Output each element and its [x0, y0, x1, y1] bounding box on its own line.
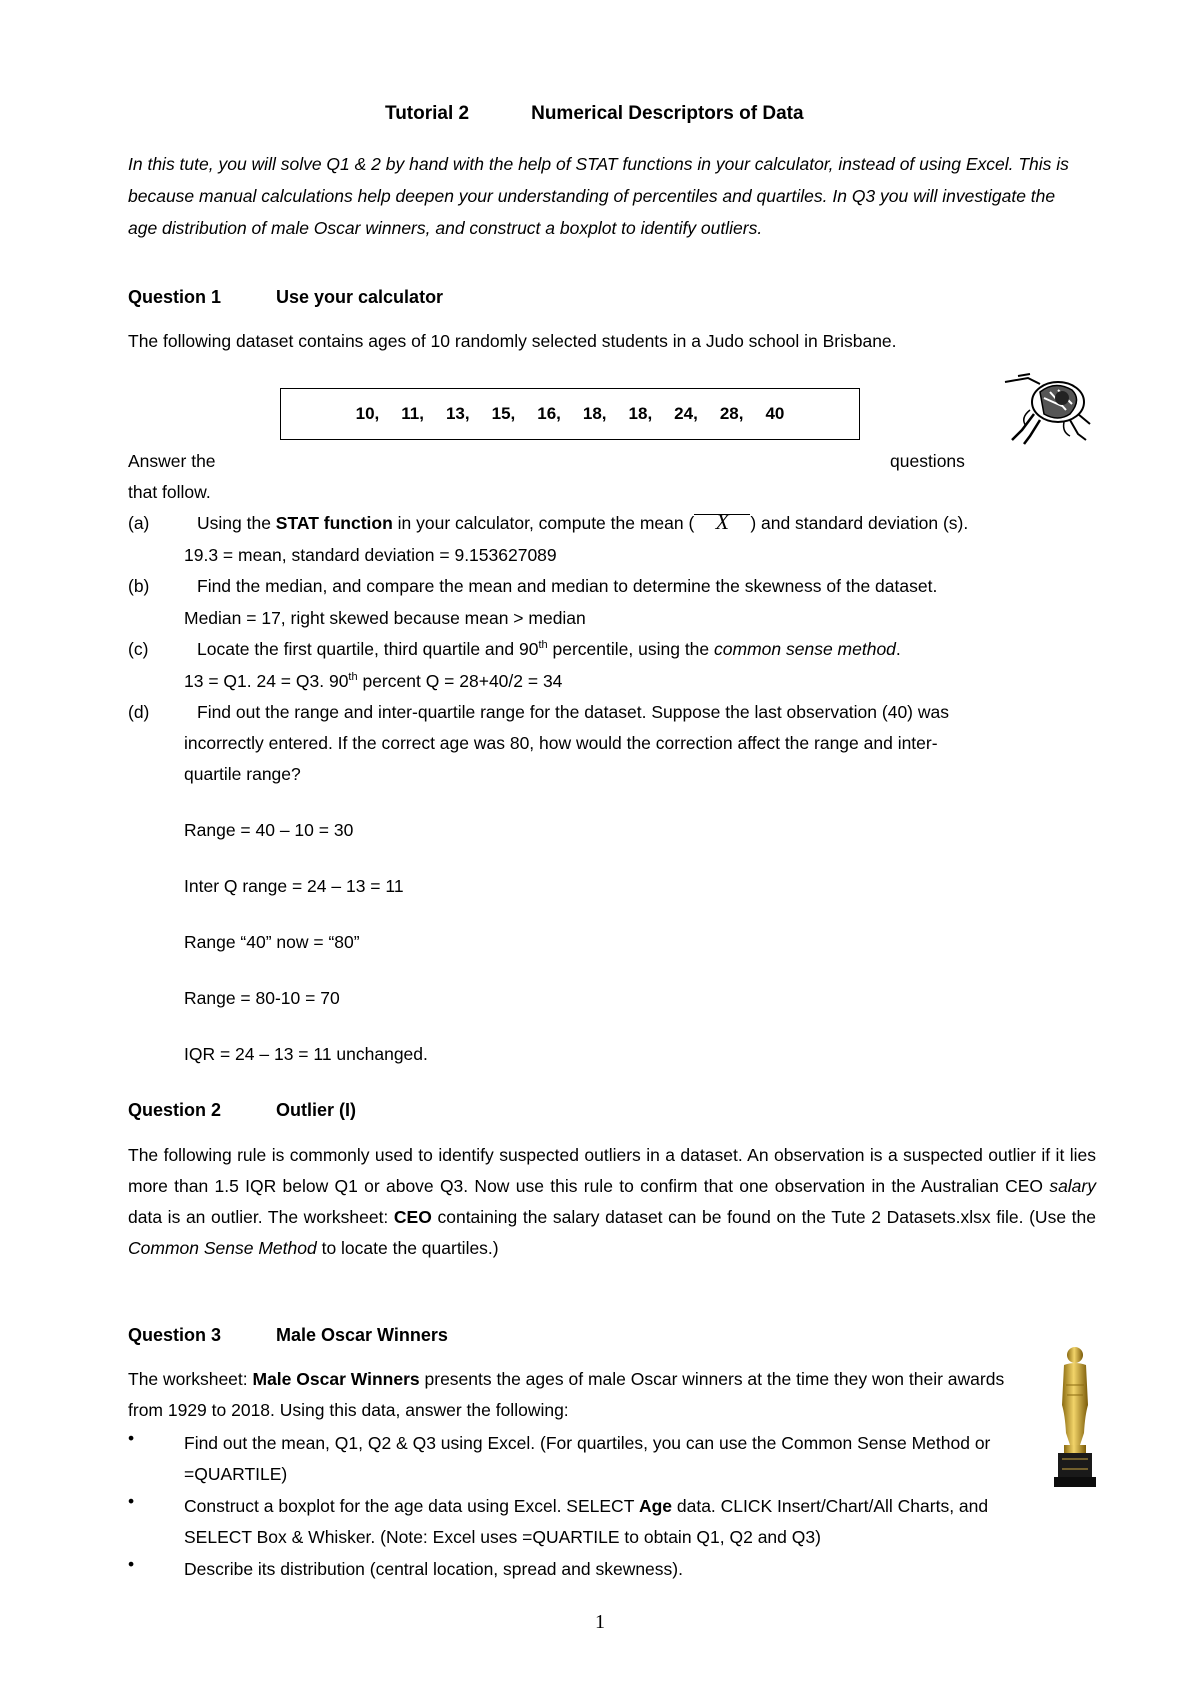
item-a-label: (a): [128, 513, 150, 533]
q3-bullet-3: Describe its distribution (central location, spread and skewness).: [184, 1559, 683, 1579]
q3-title: Male Oscar Winners: [276, 1325, 448, 1345]
item-c-label: (c): [128, 639, 149, 659]
tutorial-title: Numerical Descriptors of Data: [531, 103, 804, 124]
data-value: 16,: [537, 404, 561, 423]
data-value: 10,: [355, 404, 380, 423]
data-value: 13,: [445, 404, 470, 423]
judo-illustration: [1000, 370, 1095, 448]
data-value: 40: [765, 404, 785, 423]
q1-label: Question 1: [128, 287, 222, 307]
item-a-text: Using the STAT function in your calculator, compute the mean ( X ) and standard deviation (s).: [197, 509, 969, 534]
bullet: •: [128, 1428, 135, 1448]
item-b-label: (b): [128, 576, 150, 596]
d-answer-line: Range = 80-10 = 70: [184, 988, 340, 1008]
data-value: 15,: [491, 404, 516, 423]
q3-paragraph: The worksheet: Male Oscar Winners presents the ages of male Oscar winners at the time they won their awards from 1929 to 2018. Using this data, answer the following:: [128, 1369, 1005, 1420]
d-answer-line: Range “40” now = “80”: [184, 932, 360, 952]
q2-paragraph: The following rule is commonly used to identify suspected outliers in a dataset. An observation is a suspected outlier if it lies more than 1.5 IQR below Q1 or above Q3. Now use this rule to confirm that one observation in the Australian CEO salary data is an outlier. The worksheet: CEO containing the salary dataset can be found on the Tute 2 Datasets.xlsx file. (Use the Common Sense Method to locate the quartiles.): [128, 1145, 1097, 1258]
data-value: 11,: [401, 404, 424, 423]
item-d-line2: incorrectly entered. If the correct age was 80, how would the correction affect the range and inter-: [184, 733, 938, 753]
d-answer-line: IQR = 24 – 13 = 11 unchanged.: [184, 1044, 428, 1064]
data-value: 28,: [719, 404, 744, 423]
item-c-text: Locate the first quartile, third quartile and 90th percentile, using the common sense method.: [197, 639, 901, 659]
q3-bullet-1: Find out the mean, Q1, Q2 & Q3 using Excel. (For quartiles, you can use the Common Sense Method or =QUARTILE): [184, 1433, 991, 1484]
item-b-answer: Median = 17, right skewed because mean > median: [184, 608, 586, 628]
that-follow-text: that follow.: [128, 482, 211, 502]
tutorial-label: Tutorial 2: [385, 103, 470, 124]
q3-bullet-2: Construct a boxplot for the age data using Excel. SELECT Age data. CLICK Insert/Chart/All Charts, and SELECT Box & Whisker. (Note: Excel uses =QUARTILE to obtain Q1, Q2 and Q3): [184, 1496, 989, 1547]
q2-title: Outlier (I): [276, 1100, 356, 1120]
data-box: [280, 388, 860, 440]
answer-the-text: Answer the: [128, 451, 216, 471]
d-answer-line: Inter Q range = 24 – 13 = 11: [184, 876, 404, 896]
q1-dataset-text: The following dataset contains ages of 10 randomly selected students in a Judo school in Brisbane.: [128, 331, 897, 351]
q2-heading: [128, 1100, 356, 1121]
data-value: 18,: [582, 404, 607, 423]
page-number: 1: [595, 1611, 605, 1633]
item-d-line3: quartile range?: [184, 764, 301, 784]
item-d-label: (d): [128, 702, 150, 722]
q3-heading: [128, 1325, 448, 1346]
item-a-answer: 19.3 = mean, standard deviation = 9.153627089: [184, 545, 557, 565]
d-answer-line: Range = 40 – 10 = 30: [184, 820, 354, 840]
x-bar-symbol: X: [694, 514, 750, 529]
data-value: 18,: [628, 404, 653, 423]
bullet: •: [128, 1554, 135, 1574]
q2-label: Question 2: [128, 1100, 222, 1120]
q1-heading: [128, 287, 444, 308]
questions-text: questions: [890, 451, 965, 471]
bullet: •: [128, 1491, 135, 1511]
item-b-text: Find the median, and compare the mean and median to determine the skewness of the dataset.: [197, 576, 938, 596]
intro-paragraph: In this tute, you will solve Q1 & 2 by hand with the help of STAT functions in your calculator, instead of using Excel. This is because manual calculations help deepen your understanding of percentiles and quartiles. In Q3 you will investigate the age distribution of male Oscar winners, and construct a boxplot to identify outliers.: [128, 154, 1069, 238]
item-d-line1: Find out the range and inter-quartile range for the dataset. Suppose the last observation (40) was: [197, 702, 949, 722]
data-value: 24,: [674, 404, 698, 423]
oscar-statuette-illustration: [1040, 1345, 1110, 1495]
q3-label: Question 3: [128, 1325, 222, 1345]
item-c-answer: 13 = Q1. 24 = Q3. 90th percent Q = 28+40/2 = 34: [184, 671, 563, 691]
page-title: [385, 103, 804, 125]
q1-title: Use your calculator: [276, 287, 444, 307]
